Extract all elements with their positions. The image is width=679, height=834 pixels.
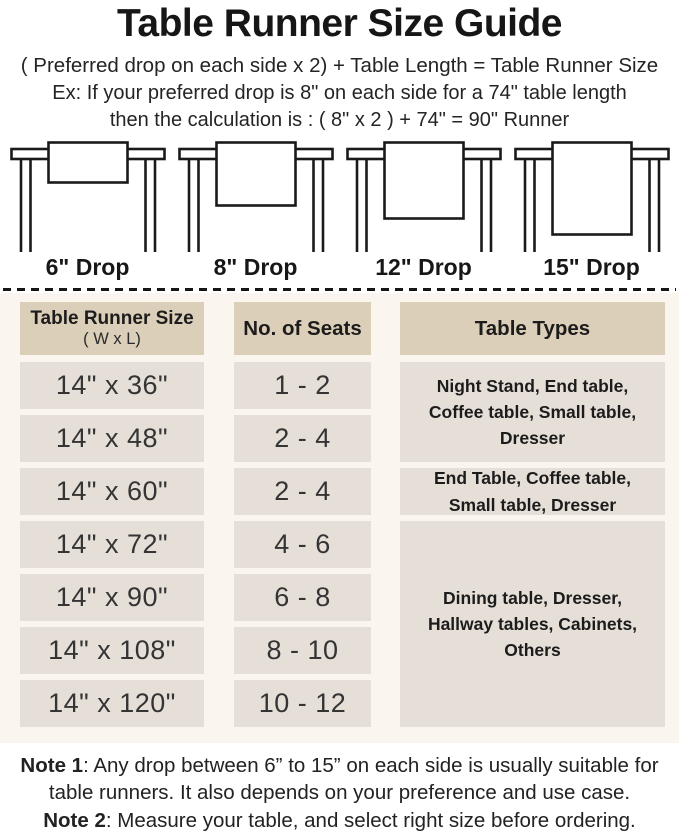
drop-illustration bbox=[173, 140, 338, 281]
size-column-subtitle: ( W x L) bbox=[83, 329, 141, 348]
seats-cell: 1 - 2 bbox=[234, 362, 371, 409]
table-types-cell: End Table, Coffee table, Small table, Dresser bbox=[400, 468, 665, 515]
note-1 bbox=[2, 752, 677, 807]
table-types-cell: Night Stand, End table, Coffee table, Small table, Dresser bbox=[400, 362, 665, 462]
example-line-2: then the calculation is : ( 8" x 2 ) + 74" = 90" Runner bbox=[109, 109, 570, 132]
drop-label: 6" Drop bbox=[45, 254, 130, 281]
note-1-text: : Any drop between 6” to 15” on each side is usually suitable for table runners. It also depends on your preference and use case. bbox=[48, 754, 659, 805]
seats-cell: 10 - 12 bbox=[234, 680, 371, 727]
seats-cell: 2 - 4 bbox=[234, 468, 371, 515]
note-2-text: : Measure your table, and select right size before ordering. bbox=[105, 808, 636, 832]
table-runner-diagram bbox=[512, 140, 672, 253]
table-runner-diagram bbox=[176, 140, 336, 253]
seats-cell: 8 - 10 bbox=[234, 627, 371, 674]
note-2 bbox=[2, 807, 677, 834]
seats-column-title: No. of Seats bbox=[243, 316, 362, 340]
drop-illustration bbox=[341, 140, 506, 281]
size-cell: 14" x 90" bbox=[20, 574, 204, 621]
seats-column bbox=[234, 302, 371, 733]
page-title: Table Runner Size Guide bbox=[116, 2, 563, 45]
types-column-title: Table Types bbox=[474, 316, 591, 340]
seats-cell: 6 - 8 bbox=[234, 574, 371, 621]
types-column-header bbox=[400, 302, 665, 355]
drop-illustration bbox=[5, 140, 170, 281]
drop-label: 15" Drop bbox=[543, 254, 640, 281]
note-1-label: Note 1 bbox=[20, 754, 84, 778]
types-column bbox=[400, 302, 665, 733]
size-cell: 14" x 72" bbox=[20, 521, 204, 568]
size-guide-table bbox=[20, 302, 665, 733]
notes bbox=[0, 743, 679, 834]
size-cell: 14" x 60" bbox=[20, 468, 204, 515]
seats-cell: 2 - 4 bbox=[234, 415, 371, 462]
size-column-header bbox=[20, 302, 204, 355]
size-cell: 14" x 48" bbox=[20, 415, 204, 462]
drop-illustrations bbox=[0, 132, 679, 281]
size-cell: 14" x 120" bbox=[20, 680, 204, 727]
size-guide-section bbox=[0, 293, 679, 743]
drop-illustration bbox=[509, 140, 674, 281]
seats-cell: 4 - 6 bbox=[234, 521, 371, 568]
formula-line: ( Preferred drop on each side x 2) + Table Length = Table Runner Size bbox=[20, 54, 659, 78]
note-2-label: Note 2 bbox=[43, 808, 106, 832]
table-runner-diagram bbox=[8, 140, 168, 253]
size-column-title: Table Runner Size bbox=[30, 308, 194, 330]
drop-label: 8" Drop bbox=[213, 254, 298, 281]
example-line-1: Ex: If your preferred drop is 8" on each side for a 74" table length bbox=[52, 82, 627, 105]
dashed-divider bbox=[3, 288, 676, 291]
table-runner-diagram bbox=[344, 140, 504, 253]
header bbox=[0, 0, 679, 132]
seats-column-header bbox=[234, 302, 371, 355]
size-cell: 14" x 108" bbox=[20, 627, 204, 674]
table-types-cell: Dining table, Dresser, Hallway tables, Cabinets, Others bbox=[400, 521, 665, 727]
drop-label: 12" Drop bbox=[375, 254, 472, 281]
size-column bbox=[20, 302, 204, 733]
size-cell: 14" x 36" bbox=[20, 362, 204, 409]
